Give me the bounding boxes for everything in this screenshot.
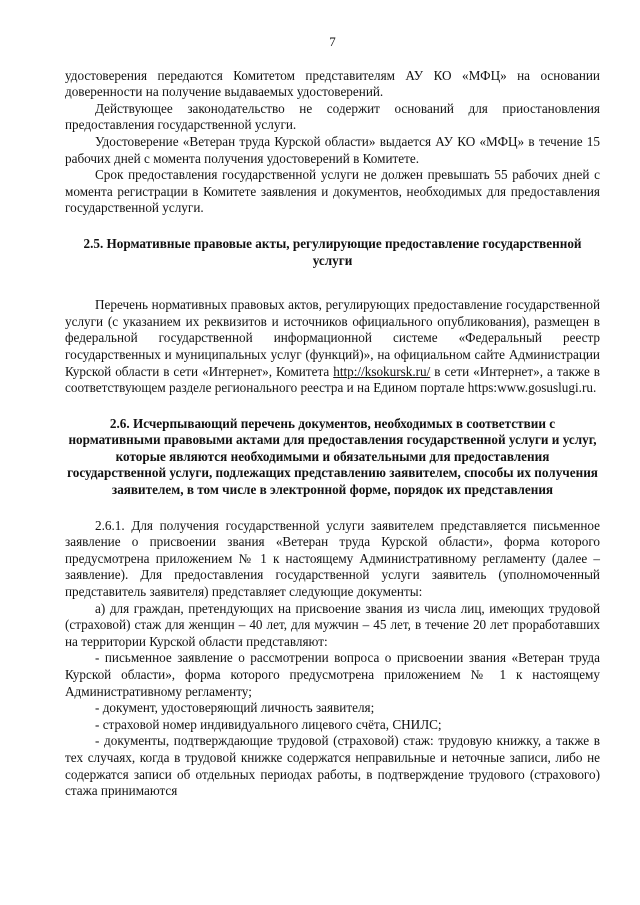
list-item-work-record: - документы, подтверждающие трудовой (страховой) стаж: трудовую книжку, а также в тех случаях, когда в трудовой книжке содержатся неправильные и неточные записи, либо не содержатся записи об отдельных периодах работы, в подтверждение трудового (страхового) стажа принимаются: [65, 733, 600, 799]
paragraph-legal-acts: [65, 297, 600, 397]
list-item-application: - письменное заявление о рассмотрении вопроса о присвоении звания «Ветеран труда Курской области», форма которого предусмотрена приложением № 1 к настоящему Административному регламенту;: [65, 650, 600, 699]
paragraph-continuation: удостоверения передаются Комитетом представителям АУ КО «МФЦ» на основании доверенности на получение выдаваемых удостоверений.: [65, 67, 600, 100]
list-item-snils: - страховой номер индивидуального лицевого счёта, СНИЛС;: [95, 716, 442, 732]
section-heading-2-6: 2.6. Исчерпывающий перечень документов, необходимых в соответствии с нормативными правовыми актами для предоставления государственной услуги и услуг, которые являются необходимыми и обязательными для предоставления государственной услуги, подлежащих представлению заявителем, способы их получения заявителем, в том числе в электронной форме, порядок их представления: [67, 415, 598, 498]
paragraph-2-6-1: 2.6.1. Для получения государственной услуги заявителем представляется письменное заявление о присвоении звания «Ветеран труда Курской области», форма которого предусмотрена приложением № 1 к настоящему Административному регламенту (далее – заявление). Для предоставления государственной услуги заявитель (уполномоченный представитель заявителя) представляет следующие документы:: [65, 517, 600, 600]
page-number: 7: [329, 34, 336, 49]
paragraph-certificate-issue: Удостоверение «Ветеран труда Курской области» выдается АУ КО «МФЦ» в течение 15 рабочих дней с момента получения удостоверений в Комитете.: [65, 133, 600, 166]
list-item-identity-document: - документ, удостоверяющий личность заявителя;: [95, 700, 375, 716]
paragraph-item-a: а) для граждан, претендующих на присвоение звания из числа лиц, имеющих трудовой (страховой) стаж для женщин – 40 лет, для мужчин – 45 лет, в течение 20 лет проработавших на территории Курской области представляют:: [65, 600, 600, 649]
legal-acts-text-end: в сети «Интернет», а также в соответствующем разделе регионального реестра и на Едином портале https:www.gosuslugi.ru.: [65, 363, 601, 396]
section-heading-2-5: 2.5. Нормативные правовые акты, регулирующие предоставление государственной услуги: [83, 235, 582, 268]
ksokursk-link[interactable]: http://ksokursk.ru/: [333, 363, 431, 379]
paragraph-no-suspension: Действующее законодательство не содержит оснований для приостановления предоставления государственной услуги.: [65, 100, 600, 133]
paragraph-service-term: Срок предоставления государственной услуги не должен превышать 55 рабочих дней с момента регистрации в Комитете заявления и документов, необходимых для предоставления государственной услуги.: [65, 167, 600, 216]
legal-acts-text: Перечень нормативных правовых актов, регулирующих предоставление государственной услуги (с указанием их реквизитов и источников официального опубликования), размещен в федеральной государственной информационной системе «Федеральный реестр государственных и муниципальных услуг (функций)», на официальном сайте Администрации Курской области в сети «Интернет», Комитета: [65, 297, 600, 379]
